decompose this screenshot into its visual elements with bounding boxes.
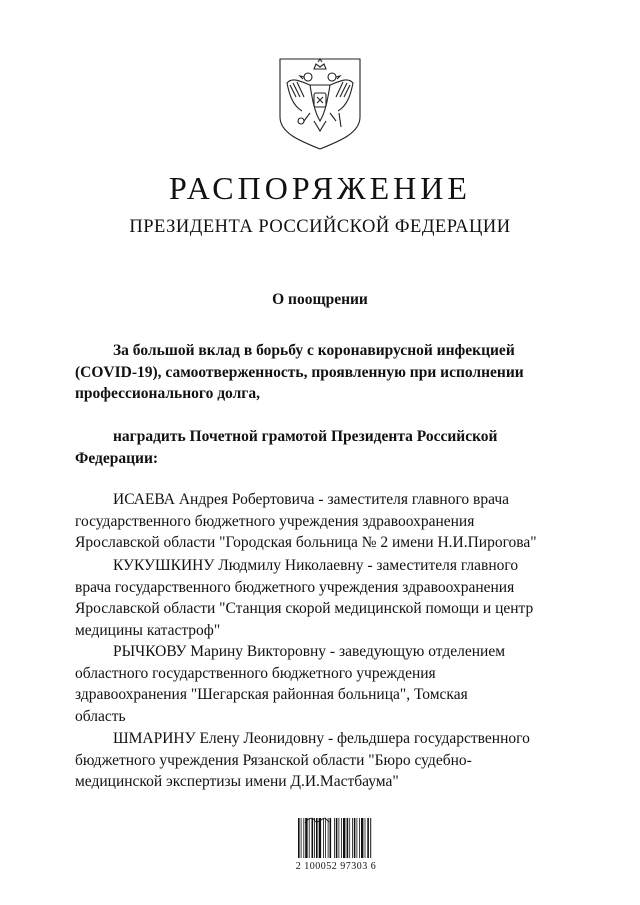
decision-paragraph: наградить Почетной грамотой Президента Российской Федерации: bbox=[75, 428, 498, 467]
recipient-paragraph: ШМАРИНУ Елену Леонидовну - фельдшера государственного бюджетного учреждения Рязанской области "Бюро судебно- медицинской экспертизы имени Д.И.Мастбаума" bbox=[75, 730, 530, 790]
document-title: РАСПОРЯЖЕНИЕ bbox=[169, 170, 471, 206]
barcode-number: 2 100052 97303 6 bbox=[295, 861, 377, 872]
preamble-paragraph: За большой вклад в борьбу с коронавирусной инфекцией (COVID-19), самоотверженность, проявленную при исполнении профессионального долга, bbox=[75, 342, 524, 402]
recipient-paragraph: РЫЧКОВУ Марину Викторовну - заведующую отделением областного государственного бюджетного учреждения здравоохранения "Шегарская районная больница", Томская область bbox=[75, 643, 506, 725]
document-subtitle: ПРЕЗИДЕНТА РОССИЙСКОЙ ФЕДЕРАЦИИ bbox=[129, 217, 511, 237]
recipient-paragraph: ИСАЕВА Андрея Робертовича - заместителя главного врача государственного бюджетного учреждения здравоохранения Ярославской области "Городская больница № 2 имени Н.И.Пирогова" bbox=[75, 491, 537, 551]
barcode-icon bbox=[298, 818, 372, 862]
document-subject: О поощрении bbox=[272, 291, 368, 308]
recipient-paragraph: КУКУШКИНУ Людмилу Николаевну - заместителя главного врача государственного бюджетного учреждения здравоохранения Ярославской области "Станция скорой медицинской помощи и центр медицины катастроф" bbox=[75, 557, 534, 639]
coat-of-arms-icon bbox=[274, 55, 366, 151]
